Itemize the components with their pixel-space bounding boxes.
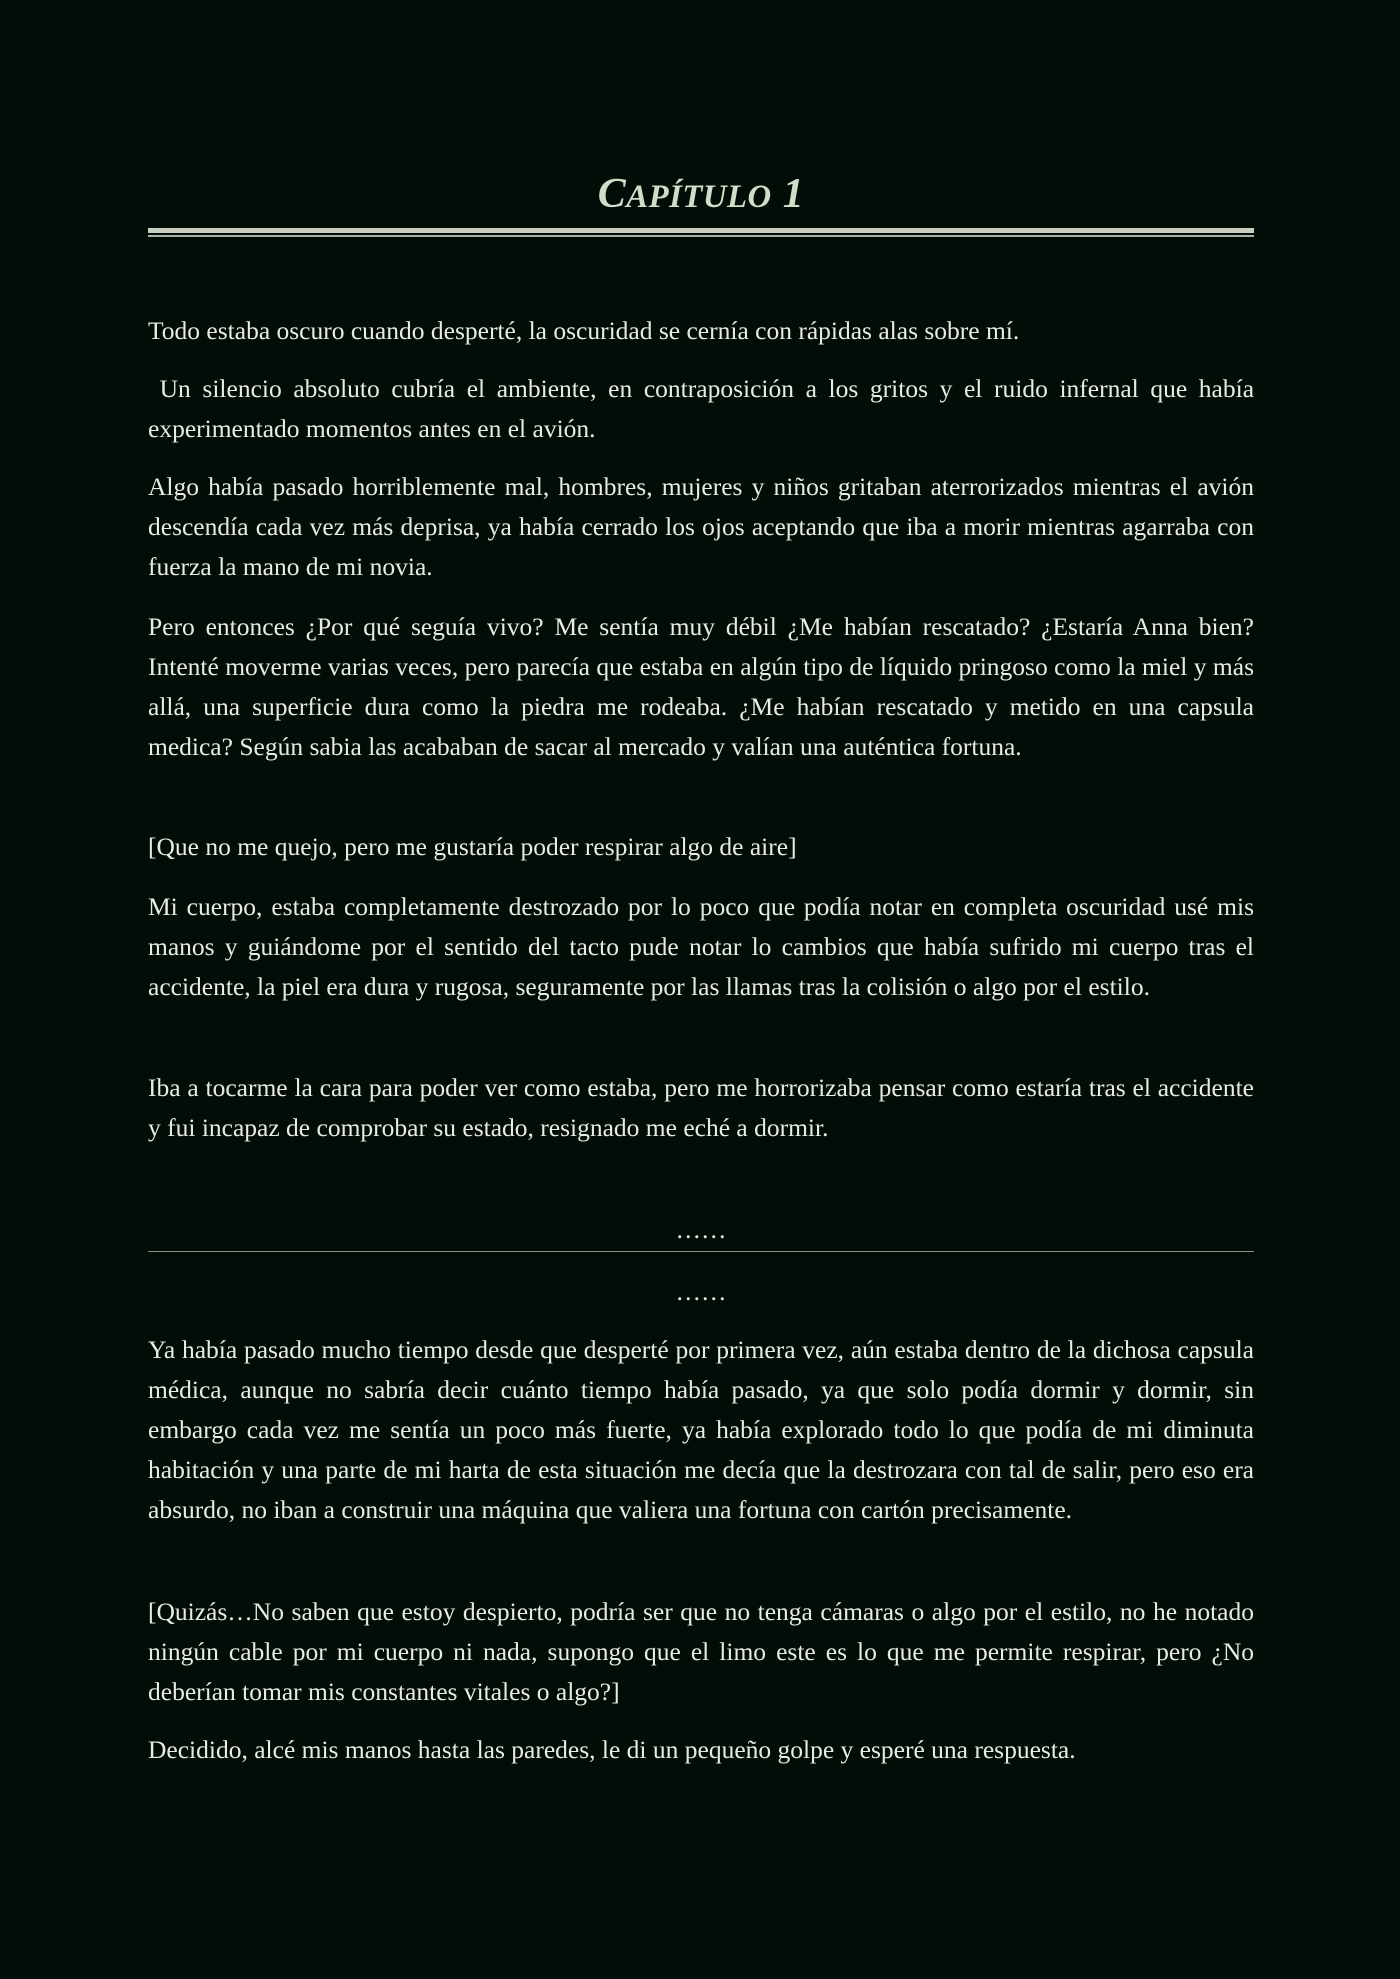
chapter-title-smallcaps: APÍTULO [626,179,772,215]
section-dots-below: …… [675,1277,727,1306]
paragraph-2: Un silencio absoluto cubría el ambiente, en contraposición a los gritos y el ruido infernal que había experimentado momentos antes en el avión. [148,374,1261,443]
chapter-title [148,168,1254,223]
section-dots-above: …… [675,1215,727,1244]
book-page [148,0,1261,1979]
paragraph-3: Algo había pasado horriblemente mal, hombres, mujeres y niños gritaban aterrorizados mientras el avión descendía cada vez más deprisa, ya había cerrado los ojos aceptando que iba a morir mientras agarraba con fuerza la mano de mi novia. [148,472,1254,581]
chapter-title-initial: C [597,171,627,217]
chapter-number: 1 [782,171,805,217]
title-double-rule [148,228,1254,238]
paragraph-1: Todo estaba oscuro cuando desperté, la oscuridad se cernía con rápidas alas sobre mí. [148,316,1020,345]
title-rule-thin [148,235,1254,237]
title-rule-thick [148,228,1254,233]
section-divider [148,1251,1254,1252]
paragraph-10: Decidido, alcé mis manos hasta las paredes, le di un pequeño golpe y esperé una respuesta. [148,1735,1076,1764]
paragraph-8: Ya había pasado mucho tiempo desde que desperté por primera vez, aún estaba dentro de la dichosa capsula médica, aunque no sabría decir cuánto tiempo había pasado, ya que solo podía dormir y dormir, sin embargo cada vez me sentía un poco más fuerte, ya había explorado todo lo que podía de mi diminuta habitación y una parte de mi harta de esta situación me decía que la destrozara con tal de salir, pero eso era absurdo, no iban a construir una máquina que valiera una fortuna con cartón precisamente. [148,1335,1254,1524]
paragraph-5: [Que no me quejo, pero me gustaría poder respirar algo de aire] [148,832,797,861]
paragraph-4: Pero entonces ¿Por qué seguía vivo? Me sentía muy débil ¿Me habían rescatado? ¿Estaría Anna bien? Intenté moverme varias veces, pero parecía que estaba en algún tipo de líquido pringoso como la miel y más allá, una superficie dura como la piedra me rodeaba. ¿Me habían rescatado y metido en una capsula medica? Según sabia las acababan de sacar al mercado y valían una auténtica fortuna. [148,612,1254,761]
paragraph-6: Mi cuerpo, estaba completamente destrozado por lo poco que podía notar en completa oscuridad usé mis manos y guiándome por el sentido del tacto pude notar lo cambios que había sufrido mi cuerpo tras el accidente, la piel era dura y rugosa, seguramente por las llamas tras la colisión o algo por el estilo. [148,892,1254,1001]
paragraph-9: [Quizás…No saben que estoy despierto, podría ser que no tenga cámaras o algo por el estilo, no he notado ningún cable por mi cuerpo ni nada, supongo que el limo este es lo que me permite respirar, pero ¿No deberían tomar mis constantes vitales o algo?] [148,1597,1254,1706]
paragraph-7: Iba a tocarme la cara para poder ver como estaba, pero me horrorizaba pensar como estaría tras el accidente y fui incapaz de comprobar su estado, resignado me eché a dormir. [148,1073,1254,1142]
